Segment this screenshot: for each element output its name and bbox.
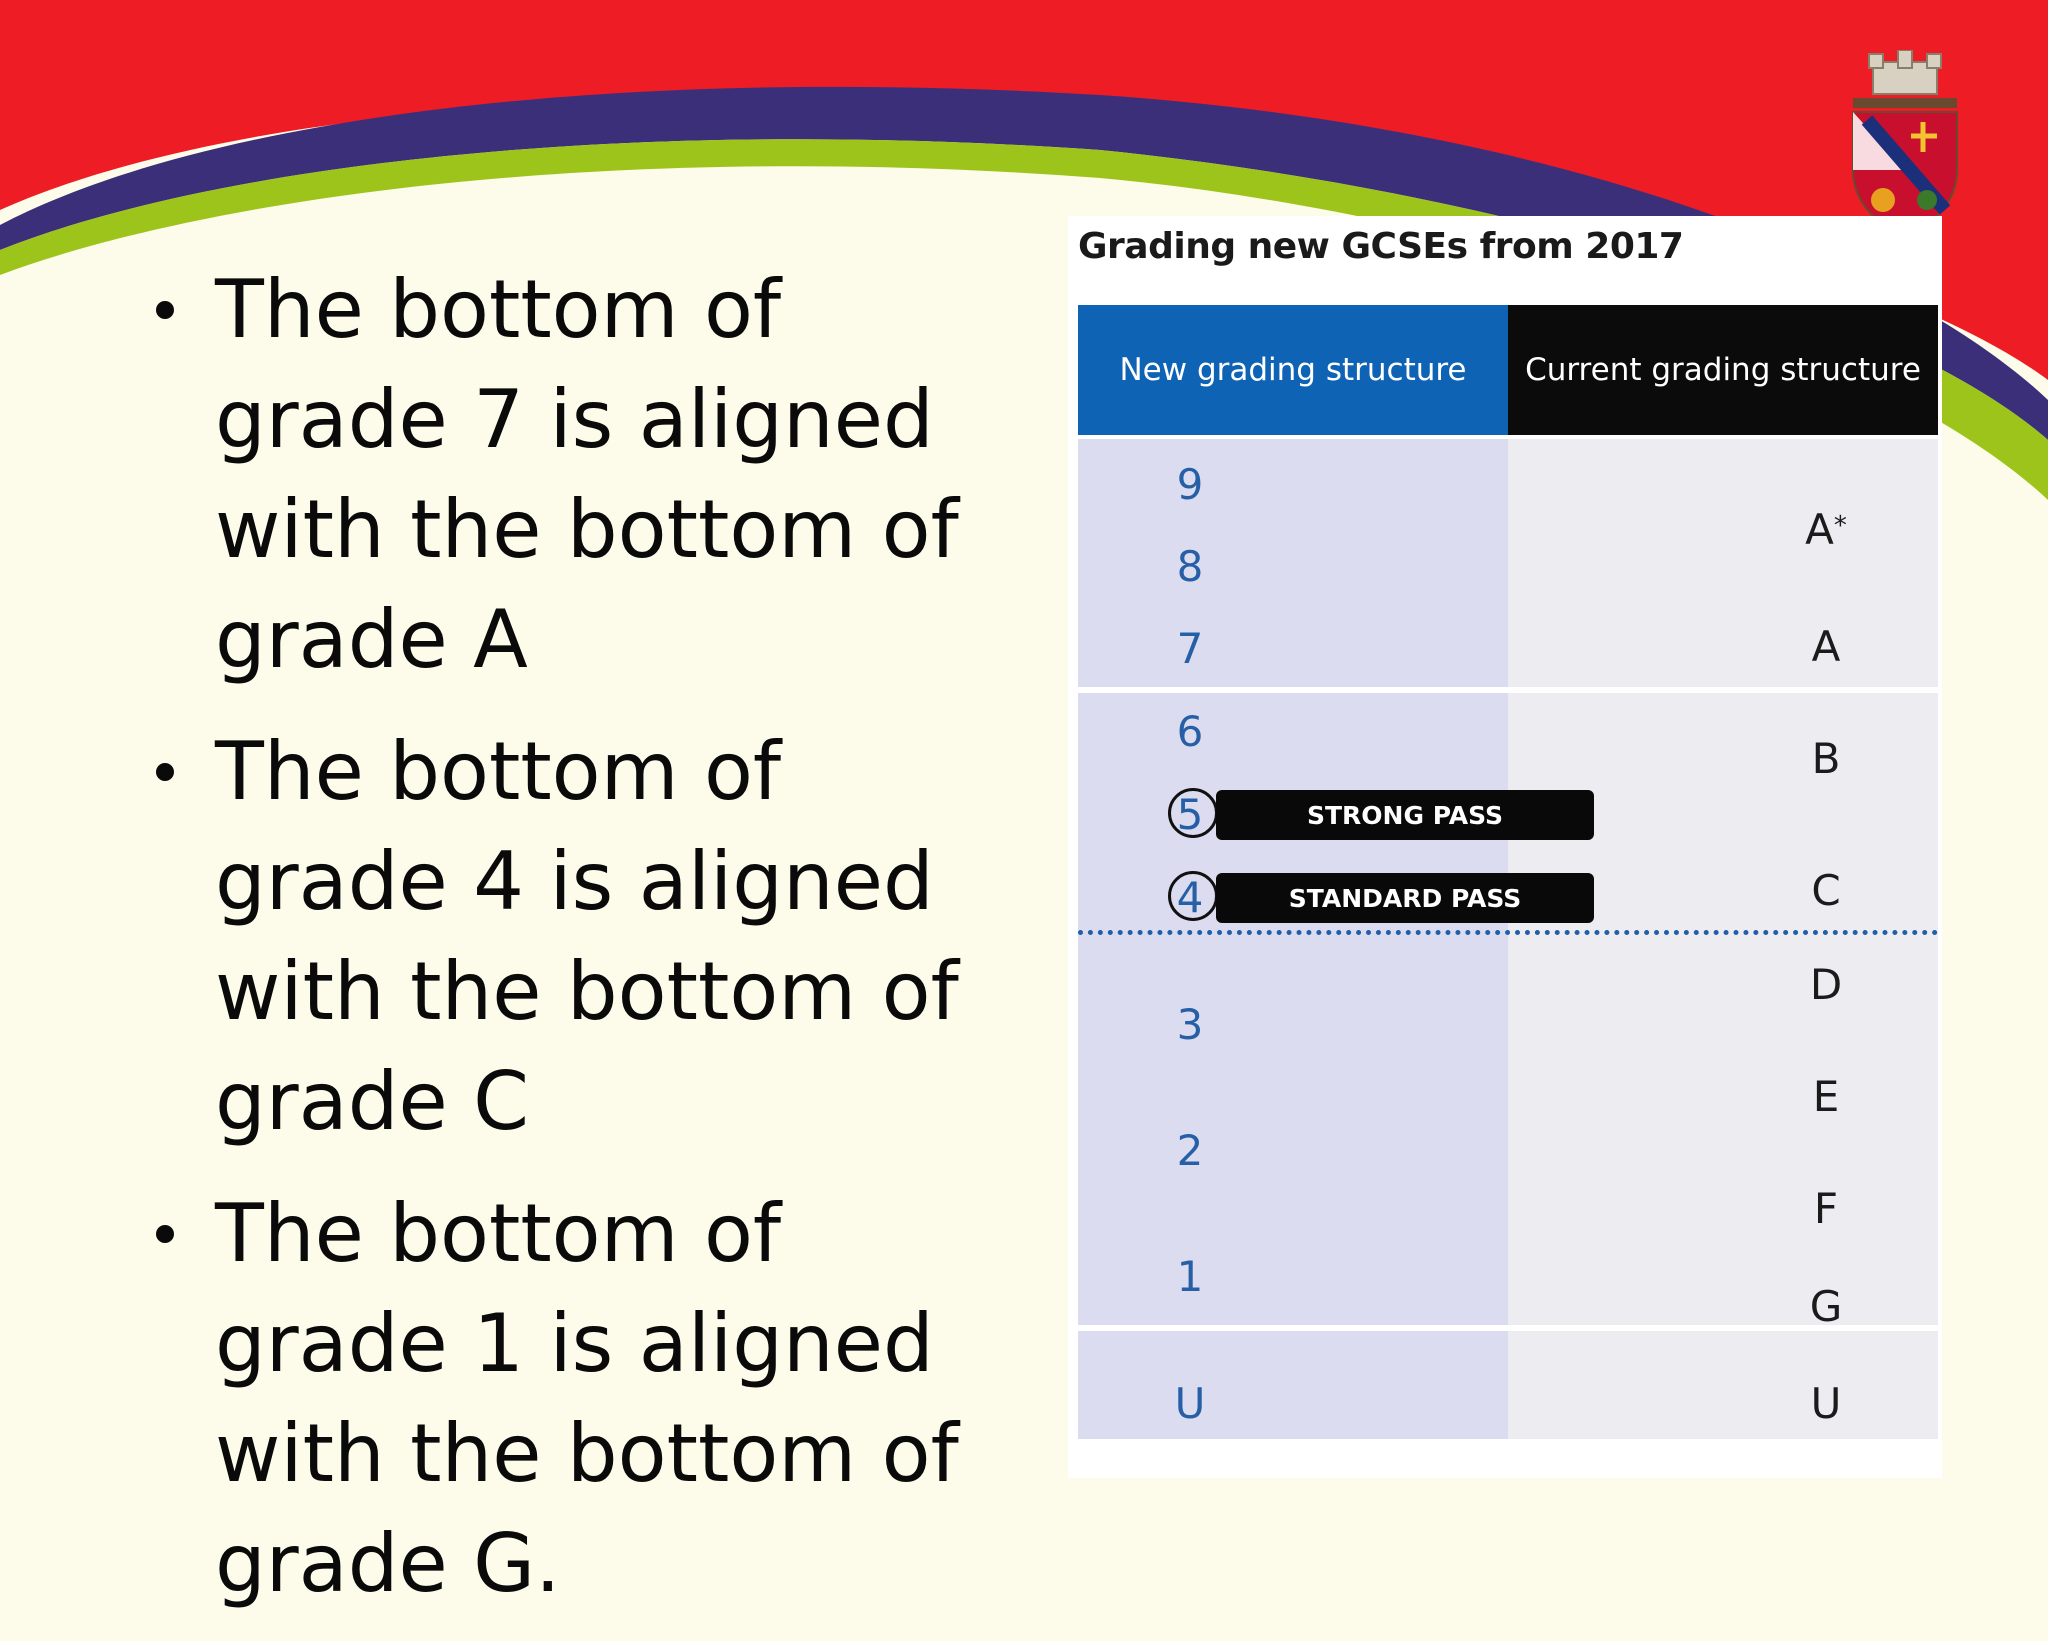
current-grade: B [1811, 734, 1841, 783]
current-grade-band-u [1508, 1331, 1938, 1439]
standard-pass-label: STANDARD PASS [1216, 873, 1594, 923]
current-grade: C [1811, 866, 1841, 915]
new-grade: 8 [1176, 542, 1204, 591]
new-grade: 7 [1176, 624, 1204, 673]
figure-title: Grading new GCSEs from 2017 [1078, 226, 1684, 267]
new-grade: 1 [1176, 1252, 1204, 1301]
new-grade: 5 [1176, 790, 1204, 839]
current-grade: F [1813, 1184, 1839, 1233]
current-grade-a-star: A* [1805, 505, 1847, 554]
strong-pass-label: STRONG PASS [1216, 790, 1594, 840]
gcse-grading-figure [1068, 216, 1942, 1478]
new-grade: U [1174, 1379, 1206, 1428]
current-grading-header: Current grading structure [1508, 305, 1938, 435]
current-grade: E [1812, 1072, 1840, 1121]
bullet-item: The bottom of grade 4 is aligned with the bottom of grade C [150, 717, 1020, 1157]
bullet-item: The bottom of grade 7 is aligned with the bottom of grade A [150, 255, 1020, 695]
grade-4-ring [1168, 871, 1218, 921]
new-grade: 4 [1176, 873, 1204, 922]
new-grade-band-u [1078, 1331, 1508, 1439]
grade-boundary-dotted-line [1078, 930, 1938, 935]
new-grade: 2 [1176, 1126, 1204, 1175]
new-grade: 3 [1176, 1000, 1204, 1049]
current-grade-band-top [1508, 439, 1938, 687]
current-grade: D [1809, 960, 1843, 1009]
new-grade-band-middle [1078, 693, 1508, 1325]
new-grade: 6 [1176, 707, 1204, 756]
grade-5-ring [1168, 788, 1218, 838]
crest-icon [1845, 50, 1965, 240]
current-grade-band-middle [1508, 693, 1938, 1325]
bullet-item: The bottom of grade 1 is aligned with the bottom of grade G. [150, 1179, 1020, 1619]
current-grade: A [1811, 622, 1841, 671]
current-grade: G [1809, 1282, 1843, 1331]
new-grading-header: New grading structure [1078, 305, 1508, 435]
new-grade-band-top [1078, 439, 1508, 687]
current-grade: U [1810, 1379, 1842, 1428]
new-grade: 9 [1176, 460, 1204, 509]
bullet-list [150, 255, 1020, 1641]
